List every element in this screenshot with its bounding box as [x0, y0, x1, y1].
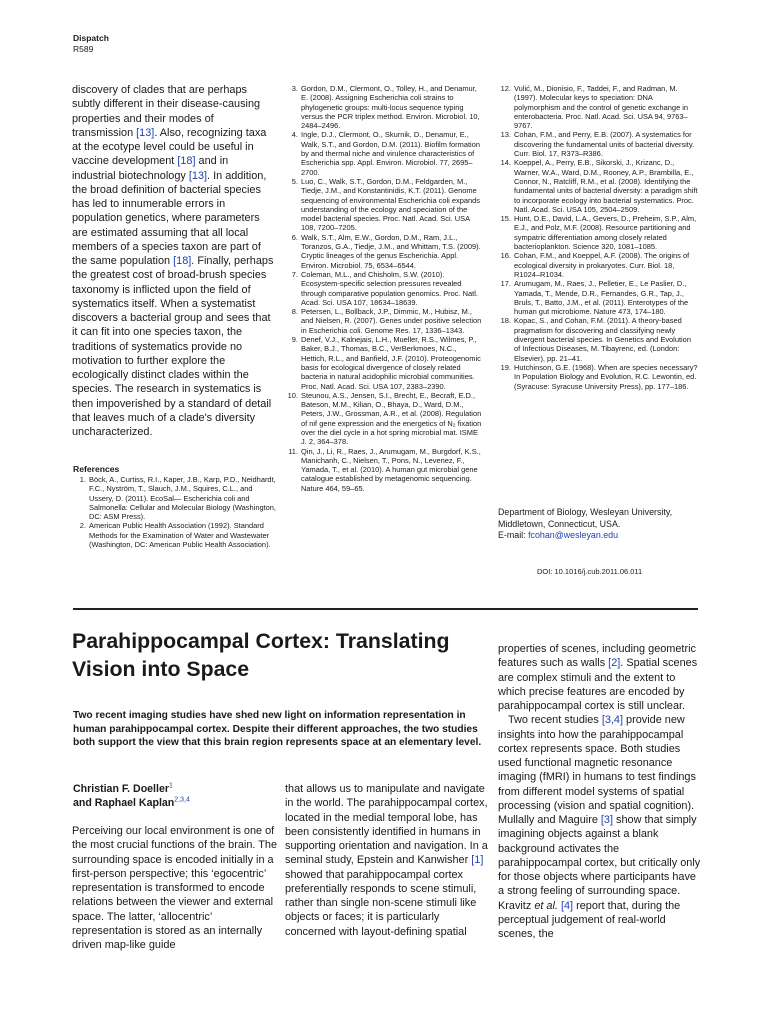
- reference-number: 6.: [291, 232, 298, 242]
- reference-text: Walk, S.T., Alm, E.W., Gordon, D.M., Ram, J.L., Toranzos, G.A., Tiedje, J.M., and Whittam, T.S. (2009). Cryptic lineages of the genus Escherichia. Appl. Environ. Microbiol. 75, 6534–6544.: [301, 232, 481, 270]
- text-run: . Finally, perhaps the greatest cost of broad-brush species taxonomy is inflicted upon the field of systematics itself. When a systematist discovers a bacterial group and sees that it can fit into one species taxon, the traditions of systematics provide no motivation to further explore the ecologically distinct clades within the species. The research in systematics is then impoverished by a standard of detail that leaves much of a clade's diversity uncharacterized.: [72, 255, 274, 438]
- citation-link[interactable]: [18]: [173, 255, 192, 267]
- reference-item: [285, 84, 483, 130]
- reference-text: Cohan, F.M., and Perry, E.B. (2007). A systematics for discovering the fundamental units of bacterial diversity. Curr. Biol. 17, R373–R386.: [514, 130, 695, 159]
- affiliation-marker[interactable]: 1: [168, 782, 173, 790]
- reference-text: Hutchinson, G.E. (1968). When are species necessary? In Population Biology and Evolution, R.C. Lewontin, ed. (Syracuse: Syracuse University Press), pp. 177–186.: [514, 362, 698, 391]
- section-label: Dispatch: [73, 33, 109, 43]
- reference-text: Qin, J., Li, R., Raes, J., Arumugam, M., Burgdorf, K.S., Manichanh, C., Nielsen, T., Pons, N., Levenez, F., Yamada, T., et al. (2010). A human gut microbial gene catalogue established by metagenomic sequencing. Nature 464, 59–65.: [301, 446, 481, 493]
- text-run: Two recent studies: [508, 714, 602, 727]
- email-link[interactable]: fcohan@wesleyan.edu: [528, 530, 619, 540]
- article-title: Parahippocampal Cortex: Translating Vision into Space: [72, 629, 450, 681]
- doi: DOI: 10.1016/j.cub.2011.06.011: [537, 567, 643, 576]
- article-body-col2: [285, 782, 490, 939]
- page-number: R589: [73, 43, 94, 54]
- reference-item: [498, 316, 698, 362]
- reference-text: Petersen, L., Bollback, J.P., Dimmic, M., Hubisz, M., and Nielsen, R. (2007). Genes under positive selection in Escherichia coli. Genome Res. 17, 1336–1343.: [301, 307, 482, 335]
- text-run: . In addition, the broad definition of bacterial species has led to innumerable errors in population genetics, where parameters are estimated assuming that all local members of a species taxon are part of the same population: [72, 169, 267, 267]
- affiliation-line: Middletown, Connecticut, USA.: [498, 518, 621, 529]
- reference-text: Ingle, D.J., Clermont, O., Skurnik, D., Denamur, E., Walk, S.T., and Gordon, D.M. (2011). Biofilm formation by and thermal niche and virulence characteristics of Escherichia spp. Appl. Environ. Microbiol. 77, 2695–2700.: [301, 130, 480, 177]
- affiliation-line: Department of Biology, Wesleyan University,: [498, 507, 673, 517]
- reference-text: Vulić, M., Dionisio, F., Taddei, F., and Radman, M. (1997). Molecular keys to speciation: DNA polymorphism and the control of genetic exchange in enterobacteria. Proc. Natl. Acad. Sci. USA 94, 9763–9767.: [514, 84, 689, 131]
- text-run: and in industrial biotechnology: [72, 155, 229, 182]
- references-list-col3: [498, 84, 698, 391]
- reference-number: 7.: [291, 269, 298, 279]
- author-name: and Raphael Kaplan: [73, 797, 175, 809]
- reference-number: 16.: [500, 251, 511, 261]
- reference-text: Hunt, D.E., David, L.A., Gevers, D., Preheim, S.P., Alm, E.J., and Polz, M.F. (2008). Resource partitioning and sympatric differentiation among closely related bacterioplankton. Science 320, 1081–1085.: [514, 214, 697, 252]
- reference-text: Cohan, F.M., and Koeppel, A.F. (2008). The origins of ecological diversity in prokaryotes. Curr. Biol. 18, R1024–R1034.: [514, 251, 690, 279]
- reference-item: [498, 84, 698, 130]
- reference-item: [285, 391, 483, 447]
- reference-item: [285, 270, 483, 307]
- reference-number: 13.: [500, 130, 511, 140]
- page-header: [73, 33, 109, 54]
- article-lead: Two recent imaging studies have shed new light on information representation in human parahippocampal cortex. Despite their different approaches, the two studies both support the view that this brain region represents space at an elementary level.: [73, 710, 482, 749]
- reference-item: [285, 307, 483, 335]
- reference-number: 1.: [79, 475, 86, 484]
- reference-number: 14.: [500, 158, 511, 168]
- body-paragraph: [498, 642, 703, 713]
- reference-item: [498, 158, 698, 214]
- citation-link[interactable]: [4]: [560, 899, 574, 912]
- affiliation-marker[interactable]: 2,3,4: [174, 796, 190, 804]
- reference-item: [285, 447, 483, 493]
- citation-link[interactable]: [18]: [177, 155, 196, 168]
- prev-article-paragraph: [72, 83, 274, 439]
- reference-text: Koeppel, A., Perry, E.B., Sikorski, J., Krizanc, D., Warner, W.A., Ward, D.M., Rooney, A.P., Brambilla, E., Connor, N., Ratcliff, R.M., et al. (2008). Identifying the fundamental units of bacterial diversity: a paradigm shift to incorporate ecology into bacterial systematics. Proc. Natl. Acad. Sci. USA 105, 2504–2509.: [514, 158, 698, 214]
- article-authors: [73, 782, 190, 810]
- reference-number: 5.: [291, 176, 298, 186]
- author-line: [73, 782, 190, 796]
- reference-item: [498, 130, 698, 158]
- body-paragraph: Perceiving our local environment is one of the most crucial functions of the brain. The surrounding space is encoded initially in a first-person perspective; this ‘egocentric’ representation is transformed to encode relations between the viewer and external space. The latter, ‘allocentric’ representation is stored as an internally driven map-like guide: [72, 825, 278, 951]
- citation-link[interactable]: [1]: [471, 854, 484, 867]
- reference-item: [285, 335, 483, 391]
- body-paragraph: [498, 713, 703, 941]
- email-line: [498, 530, 703, 542]
- reference-text: Luo, C., Walk, S.T., Gordon, D.M., Feldgarden, M., Tiedje, J.M., and Konstantinidis, K.T. (2011). Genome sequencing of environmental Escherichia coli expands understanding of the ecology and speciation of the model bacterial species. Proc. Natl. Acad. Sci. USA 108, 7200–7205.: [301, 176, 481, 233]
- citation-link[interactable]: [13]: [136, 126, 155, 139]
- article-body-col1: [72, 824, 277, 952]
- reference-number: 19.: [500, 362, 511, 372]
- text-run: showed that parahippocampal cortex preferentially responds to scene stimuli, rather than single non-scene stimuli like objects or faces; it is particularly concerned with layout-defining spatial: [285, 868, 477, 938]
- reference-text: Steunou, A.S., Jensen, S.I., Brecht, E., Becraft, E.D., Bateson, M.M., Kilian, O., Bhaya, D., Ward, D.M., Peters, J.W., Grossman, A.R., et al. (2008). Regulation of nif gene expression and the energetics of N₂ fixation over the diel cycle in a hot spring microbial mat. ISME J. 2, 364–378.: [301, 390, 482, 447]
- reference-number: 12.: [500, 84, 511, 93]
- citation-link[interactable]: [3,4]: [601, 714, 624, 727]
- reference-text: Kopac, S., and Cohan, F.M. (2011). A theory-based pragmatism for discovering and classifying newly divergent bacterial species. In Genetics and Evolution of Infectious Diseases, M. Tibayrenc, ed. (London: Elsevier), pp. 21–41.: [514, 316, 691, 363]
- reference-text: Arumugam, M., Raes, J., Pelletier, E., Le Paslier, D., Yamada, T., Mende, D.R., Fernandes, G.R., Tap, J., Bruls, T., Batto, J.M., et al. (2011). Enterotypes of the human gut microbiome. Nature 473, 174–180.: [514, 279, 689, 317]
- text-run: . Spatial scenes are complex stimuli and the extent to which precise features are encoded by parahippocampal cortex is still unclear.: [498, 657, 698, 712]
- email-label: E-mail:: [498, 530, 529, 540]
- reference-number: 10.: [287, 390, 298, 400]
- author-affiliation: [498, 507, 703, 542]
- text-run: . Also, recognizing taxa at the ecotype level could be useful in vaccine development: [72, 126, 267, 168]
- text-run: properties of scenes, including geometric features such as walls: [498, 643, 696, 670]
- reference-item: [498, 279, 698, 316]
- reference-item: [73, 475, 278, 521]
- references-list-col1: [73, 475, 278, 549]
- reference-text: Denef, V.J., Kalnejais, L.H., Mueller, R.S., Wilmes, P., Baker, B.J., Thomas, B.C., VerBerkmoes, N.C., Hettich, R.L., and Banfield, J.F. (2010). Proteogenomic basis for ecological divergence of closely related bacteria in natural acidophilic microbial communities. Proc. Natl. Acad. Sci. USA 107, 2383–2390.: [301, 335, 481, 391]
- text-run: report that, during the perceptual judgement of real-world scenes, the: [498, 899, 681, 940]
- reference-number: 8.: [291, 307, 298, 317]
- references-heading: References: [73, 464, 120, 474]
- citation-link[interactable]: [2]: [608, 657, 621, 670]
- reference-item: [498, 363, 698, 391]
- reference-number: 4.: [291, 130, 298, 140]
- prev-article-column: [72, 83, 274, 439]
- body-paragraph: [285, 782, 490, 939]
- text-run: et al.: [534, 899, 558, 912]
- reference-item: [73, 521, 278, 549]
- text-run: show that simply imagining objects against a blank background activates the parahippocampal cortex, but critically only for those objects where participants have a strong feeling of surrounding space. Kravitz: [498, 814, 701, 912]
- text-run: provide new insights into how the parahippocampal cortex represents space. Both studies used functional magnetic resonance imaging (fMRI) in humans to test findings from different model systems of spatial processing (vision and spatial cognition). Mullally and Maguire: [498, 714, 696, 826]
- reference-number: 9.: [291, 335, 298, 345]
- author-name: Christian F. Doeller: [73, 783, 169, 795]
- reference-item: [498, 251, 698, 279]
- reference-text: Böck, A., Curtiss, R.I., Kaper, J.B., Karp, P.D., Neidhardt, F.C., Nyström, T., Slauch, J.M., Squires, C.L., and Ussery, D. (2011). EcoSal— Escherichia coli and Salmonella: Cellular and Molecular Biology (Washington, DC: ASM Press).: [89, 475, 276, 522]
- reference-text: American Public Health Association (1992). Standard Methods for the Examination of Water and Wastewater (Washington, DC: American Public Health Association).: [89, 521, 271, 550]
- citation-link[interactable]: [3]: [600, 814, 614, 826]
- references-list-col2: [285, 84, 483, 493]
- reference-item: [285, 130, 483, 176]
- reference-number: 3.: [291, 84, 298, 93]
- reference-number: 2.: [79, 521, 86, 531]
- reference-number: 15.: [500, 214, 511, 224]
- reference-text: Coleman, M.L., and Chisholm, S.W. (2010). Ecosystem-specific selection pressures revealed through comparative population genomics. Proc. Natl. Acad. Sci. USA 107, 18634–18639.: [301, 269, 478, 307]
- reference-number: 17.: [500, 279, 511, 289]
- author-line: [73, 796, 190, 810]
- article-body-col3: [498, 642, 703, 941]
- reference-item: [285, 233, 483, 270]
- reference-number: 11.: [288, 446, 298, 456]
- reference-number: 18.: [500, 316, 511, 326]
- reference-item: [285, 177, 483, 233]
- reference-text: Gordon, D.M., Clermont, O., Tolley, H., and Denamur, E. (2008). Assigning Escherichia coli strains to phylogenetic groups: multi-locus sequence typing versus the PCR triplex method. Environ. Microbiol. 10, 2484–2496.: [301, 84, 480, 131]
- divider: [73, 608, 698, 610]
- text-run: discovery of clades that are perhaps subtly different in their disease-causing properties and their modes of transmission: [72, 84, 261, 139]
- citation-link[interactable]: [13]: [188, 169, 208, 182]
- text-run: that allows us to manipulate and navigate in the world. The parahippocampal cortex, located in the medial temporal lobe, has been consistently identified in humans in supporting orientation and navigation. In a seminal study, Epstein and Kanwisher: [285, 783, 488, 867]
- reference-item: [498, 214, 698, 251]
